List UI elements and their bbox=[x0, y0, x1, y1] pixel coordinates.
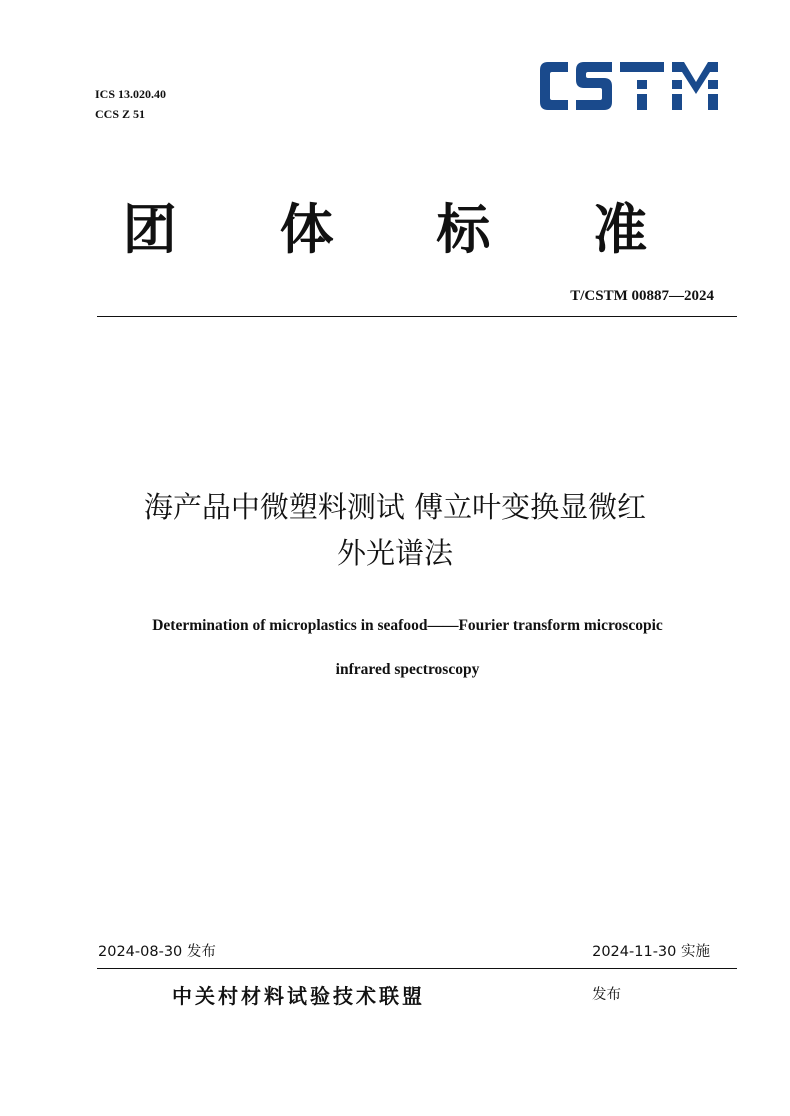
english-title-line-1: Determination of microplastics in seafood——Fourier transform microscopic bbox=[152, 617, 663, 634]
chinese-title-line-2: 外光谱法 bbox=[336, 536, 453, 570]
ccs-code: CCS Z 51 bbox=[95, 107, 146, 121]
standard-type-title: 团 体 标 准 bbox=[122, 198, 690, 261]
issue-date: 2024-08-30 发布 bbox=[98, 944, 216, 960]
header-divider bbox=[97, 316, 737, 317]
footer-divider bbox=[97, 968, 737, 969]
implementation-date: 2024-11-30 实施 bbox=[592, 944, 710, 960]
publisher-name: 中关村材料试验技术联盟 bbox=[172, 984, 425, 1008]
ics-code: ICS 13.020.40 bbox=[95, 87, 167, 101]
classification-codes bbox=[95, 84, 166, 124]
document-number: T/CSTM 00887—2024 bbox=[570, 288, 714, 304]
cstm-logo bbox=[538, 58, 720, 114]
chinese-title bbox=[60, 484, 730, 576]
publish-label: 发布 bbox=[592, 987, 621, 1003]
english-title bbox=[60, 604, 755, 692]
chinese-title-line-1: 海产品中微塑料测试 傅立叶变换显微红 bbox=[143, 490, 647, 524]
english-title-line-2: infrared spectroscopy bbox=[335, 661, 480, 678]
svg-text:CSTM: CSTM bbox=[538, 58, 541, 59]
